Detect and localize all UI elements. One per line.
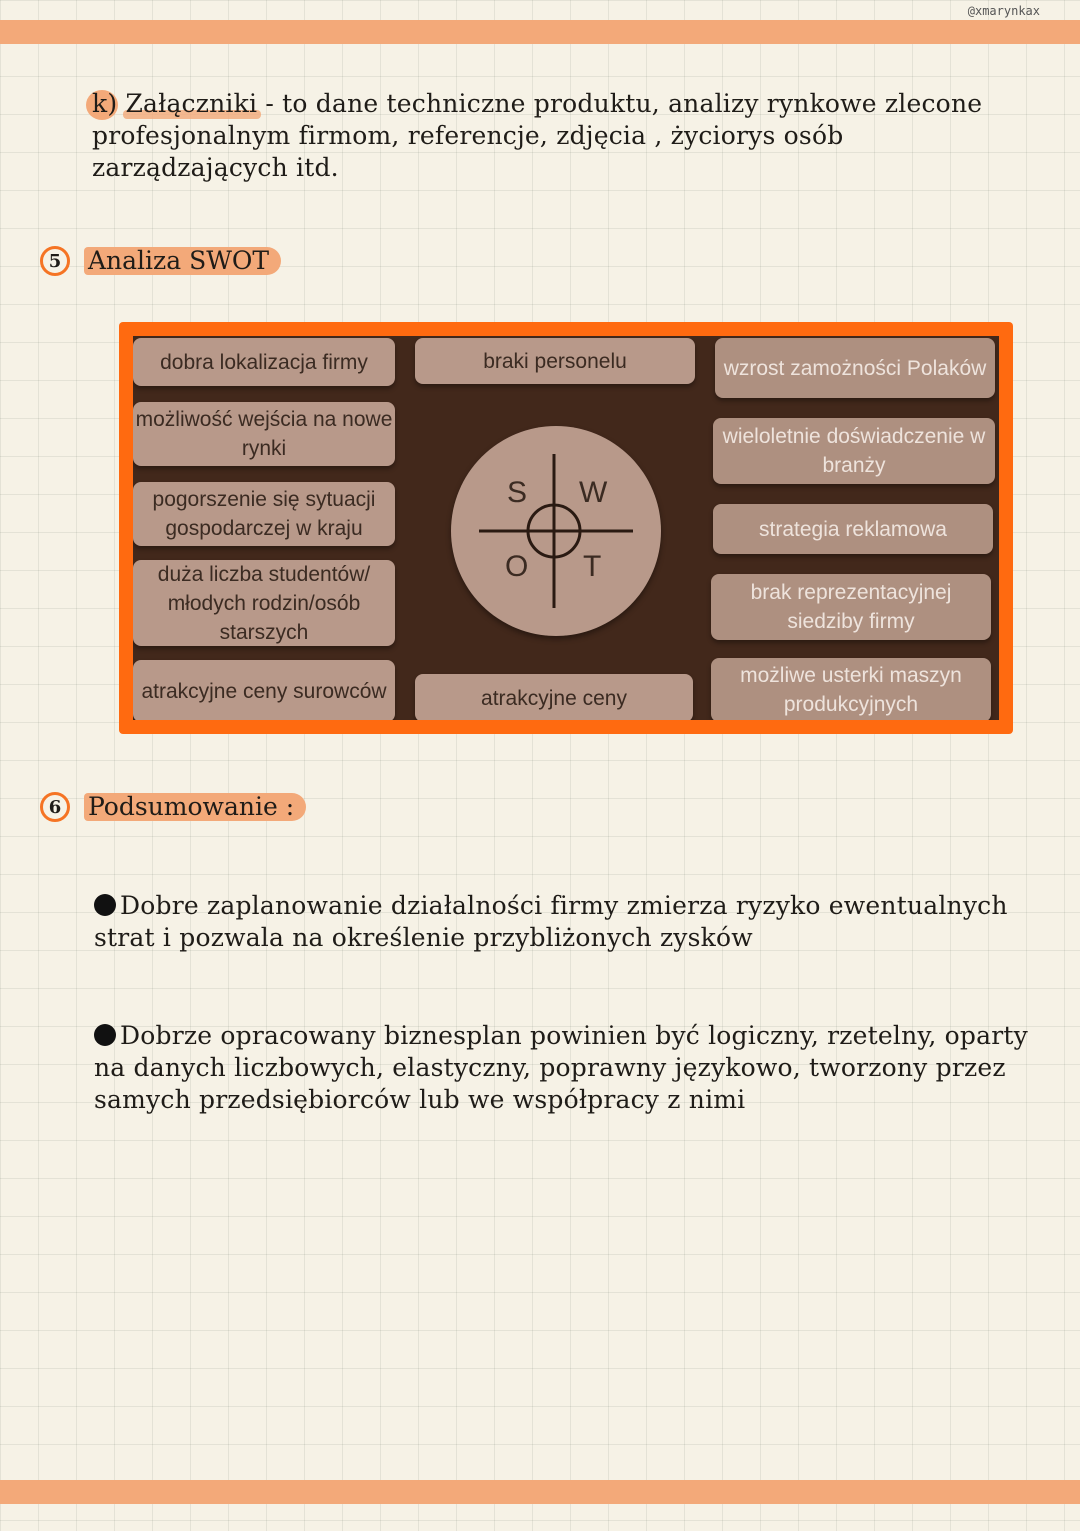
bottom-orange-band (0, 1480, 1080, 1504)
top-orange-band (0, 20, 1080, 44)
swot-card: strategia reklamowa (713, 504, 993, 554)
attachments-term: Załączniki (125, 89, 258, 118)
swot-card: atrakcyjne ceny (415, 674, 693, 720)
section-title: Podsumowanie : (84, 793, 306, 821)
swot-card: atrakcyjne ceny surowców (133, 660, 395, 720)
swot-card: pogorszenie się sytuacji gospodarczej w kraju (133, 482, 395, 546)
summary-bullet (94, 890, 1034, 954)
summary-bullet (94, 1020, 1034, 1116)
bullet-text: Dobre zaplanowanie działalności firmy zmierza ryzyko ewentualnych strat i pozwala na określenie przybliżonych zysków (94, 891, 1008, 952)
author-watermark: @xmarynkax (967, 4, 1040, 18)
bullet-dot-icon (94, 894, 116, 916)
section-number-badge: 5 (40, 246, 70, 276)
section-heading-summary (40, 792, 306, 822)
swot-image-frame (119, 322, 1013, 734)
swot-card: możliwe usterki maszyn produkcyjnych (711, 658, 991, 720)
swot-card: możliwość wejścia na nowe rynki (133, 402, 395, 466)
bullet-dot-icon (94, 1024, 116, 1046)
compass-cross-icon (451, 426, 661, 636)
attachments-paragraph (92, 88, 1042, 184)
swot-compass (451, 426, 661, 636)
swot-card: braki personelu (415, 338, 695, 384)
item-marker-k: k) (92, 89, 118, 118)
section-title: Analiza SWOT (84, 247, 281, 275)
bullet-text: Dobrze opracowany biznesplan powinien być logiczny, rzetelny, oparty na danych liczbowych, elastyczny, poprawny językowo, tworzony przez samych przedsiębiorców lub we współpracy z nimi (94, 1021, 1028, 1114)
swot-card: wieloletnie doświadczenie w branży (713, 418, 995, 484)
swot-card: dobra lokalizacja firmy (133, 338, 395, 386)
compass-label-o: O (505, 550, 529, 583)
compass-label-t: T (583, 550, 602, 583)
compass-label-s: S (507, 476, 528, 509)
swot-card: duża liczba studentów/ młodych rodzin/osób starszych (133, 560, 395, 646)
compass-label-w: W (579, 476, 608, 509)
swot-card: brak reprezentacyjnej siedziby firmy (711, 574, 991, 640)
attachments-definition: - to dane techniczne produktu, analizy rynkowe zlecone profesjonalnym firmom, referencje, zdjęcia , życiorys osób zarządzających itd. (92, 89, 983, 182)
swot-card: wzrost zamożności Polaków (715, 338, 995, 398)
swot-board (133, 336, 999, 720)
section-heading-swot (40, 246, 281, 276)
section-number-badge: 6 (40, 792, 70, 822)
